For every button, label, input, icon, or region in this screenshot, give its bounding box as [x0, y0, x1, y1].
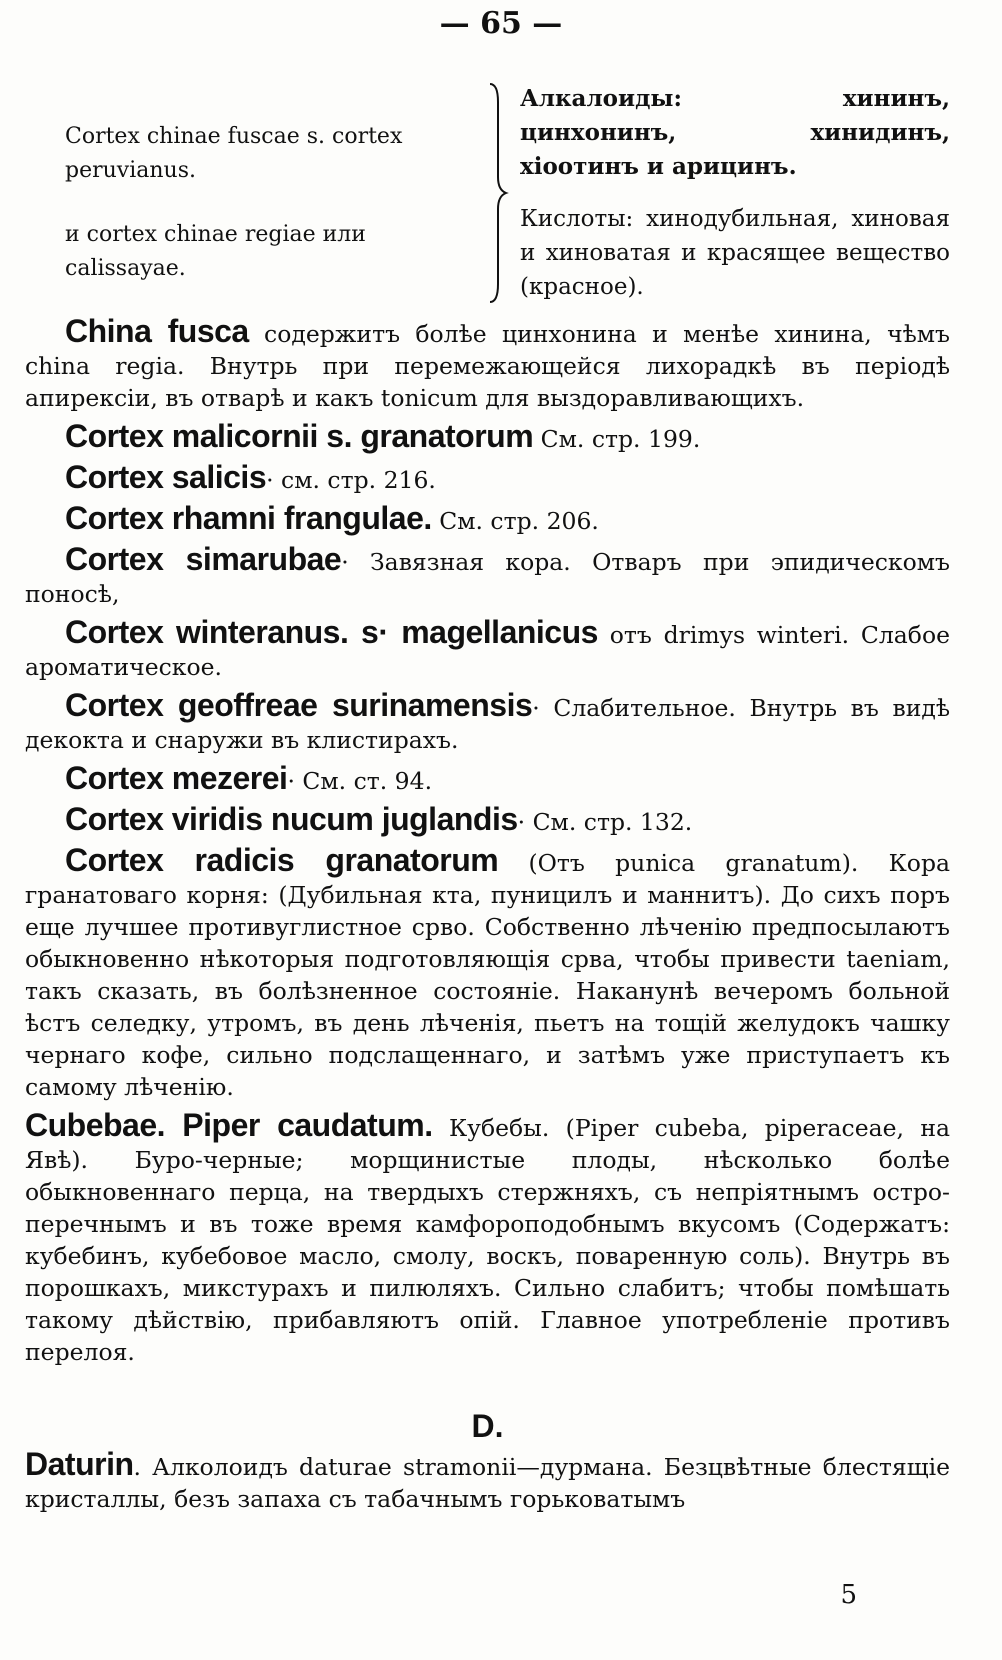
- entry-term: Cortex viridis nucum juglandis: [65, 801, 518, 837]
- entry-daturin: [25, 1448, 950, 1515]
- page-number: — 65 —: [439, 6, 563, 41]
- entry-text: · Слабительное. Внутрь въ видѣ декокта и снаружи въ клистирахъ.: [25, 694, 950, 754]
- bark-composition-table: [25, 82, 950, 312]
- entry-term: China fusca: [65, 313, 249, 349]
- curly-brace: [488, 82, 510, 304]
- entry-cortex-mezerei: [25, 762, 950, 797]
- table-left-item-1: Cortex chinae fuscae s. cortex peruvianus.: [65, 124, 403, 183]
- entry-term: Cortex winteranus. s· magellanicus: [65, 614, 598, 650]
- entry-cortex-rhamni: [25, 502, 950, 537]
- entry-term: Cortex mezerei: [65, 760, 288, 796]
- entry-cortex-winteranus: [25, 616, 950, 683]
- section-heading-d: D.: [471, 1408, 504, 1444]
- entry-text: . Алколоидъ daturae stramonii—дурмана. Безцвѣтные блестящіе кристаллы, безъ запаха съ табачнымъ горьковатымъ: [25, 1453, 950, 1513]
- entry-term: Cortex rhamni frangulae.: [65, 500, 432, 536]
- entry-cortex-radicis: [25, 844, 950, 1103]
- entry-cortex-viridis: [25, 803, 950, 838]
- entry-term: Cortex simarubae: [65, 541, 342, 577]
- entry-text: · См. стр. 132.: [517, 808, 693, 836]
- entry-text: Кубебы. (Piper cubeba, piperaceae, на Явѣ). Буро-черные; морщинистые плоды, нѣсколько болѣе обыкновеннаго перца, на твердыхъ стержняхъ, съ непріятнымъ остро-перечнымъ и въ тоже время камфороподобнымъ вкусомъ (Содержатъ: кубебинъ, кубебовое масло, смолу, воскъ, поваренную соль). Внутрь въ порошкахъ, микстурахъ и пилюляхъ. Сильно слабитъ; чтобы помѣшать такому дѣйствію, прибавляютъ опій. Главное употребленіе противъ перелоя.: [25, 1114, 951, 1366]
- entry-term: Cortex malicornii s. granatorum: [65, 418, 534, 454]
- table-right-column: [520, 82, 950, 322]
- entry-cortex-salicis: [25, 461, 950, 496]
- entry-text: См. стр. 206.: [431, 507, 599, 535]
- entry-text: · См. ст. 94.: [287, 767, 433, 795]
- entry-term: Cubebae. Piper caudatum.: [25, 1107, 433, 1143]
- entry-text: · Завязная кора. Отваръ при эпидическомъ поносѣ,: [25, 548, 950, 608]
- article-body: [25, 315, 950, 1521]
- entry-cubebae: [25, 1109, 950, 1368]
- signature-mark: 5: [840, 1580, 857, 1610]
- table-right-acids: Кислоты: хинодубильная, хиновая и хиноватая и красящее вещество (красное).: [520, 206, 950, 300]
- entry-cortex-simarubae: [25, 543, 950, 610]
- entry-text: (Отъ punica granatum). Кора гранатоваго корня: (Дубильная кта, пуницилъ и маннитъ). До сихъ поръ еще лучшее противуглистное срво. Собственно лѣченію предпосылаютъ обыкновенно нѣкоторыя подготовляющія срва, чтобы привести taeniam, такъ сказать, въ болѣзненное состояніе. Наканунѣ вечеромъ больной ѣстъ селедку, утромъ, въ день лѣченія, пьетъ на тощій желудокъ чашку чернаго кофе, сильно подслащеннаго, и затѣмъ уже приступаетъ къ самому лѣченію.: [25, 849, 951, 1101]
- entry-text: содержитъ болѣе цинхонина и менѣе хинина, чѣмъ china regia. Внутрь при перемежающейся лихорадкѣ въ періодѣ апирексіи, въ отварѣ и какъ tonicum для выздоравливающихъ.: [25, 320, 951, 412]
- entry-text: отъ drimys winteri. Слабое ароматическое.: [25, 621, 951, 681]
- entry-cortex-malicornii: [25, 420, 950, 455]
- table-left-column: [65, 120, 485, 316]
- entry-term: Cortex salicis: [65, 459, 267, 495]
- table-left-item-2: и cortex chinae regiae или calissayae.: [65, 222, 366, 281]
- entry-text: · см. стр. 216.: [266, 466, 436, 494]
- entry-term: Daturin: [25, 1446, 134, 1482]
- entry-term: Cortex radicis granatorum: [65, 842, 499, 878]
- entry-term: Cortex geoffreae surinamensis: [65, 687, 533, 723]
- entry-text: См. стр. 199.: [533, 425, 701, 453]
- entry-cortex-geoffreae: [25, 689, 950, 756]
- entry-china-fusca: [25, 315, 950, 414]
- table-right-alkaloids: Алкалоиды: хининъ, цинхонинъ, хинидинъ, хіоотинъ и арицинъ.: [520, 85, 950, 180]
